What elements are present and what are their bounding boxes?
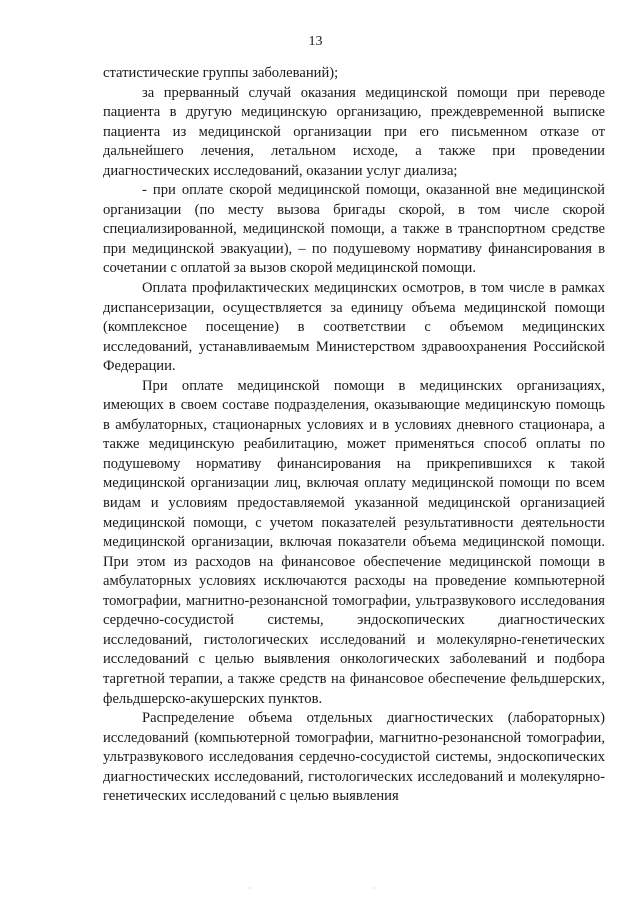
paragraph-5: При оплате медицинской помощи в медицинских организациях, имеющих в своем составе подразделения, оказывающие медицинскую помощь в амбулаторных, стационарных условиях и в условиях дневного стационара, а также медицинскую реабилитацию, может применяться способ оплаты по подушевому нормативу финансирования на прикрепившихся к такой медицинской организации лиц, включая оплату медицинской помощи по всем видам и условиям предоставляемой указанной медицинской организацией медицинской помощи, с учетом показателей результативности деятельности медицинской организации, включая показатели объема медицинской помощи. При этом из расходов на финансовое обеспечение медицинской помощи в амбулаторных условиях исключаются расходы на проведение компьютерной томографии, магнитно-резонансной томографии, ультразвукового исследования сердечно-сосудистой системы, эндоскопических диагностических исследований, гистологических исследований и молекулярно-генетических исследований с целью выявления онкологических заболеваний и подбора таргетной терапии, а также средств на финансовое обеспечение фельдшерских, фельдшерско-акушерских пунктов.: [103, 377, 605, 707]
paragraph-2: за прерванный случай оказания медицинской помощи при переводе пациента в другую медицинскую организацию, преждевременной выписке пациента из медицинской организации при его письменном отказе от дальнейшего лечения, летальном исходе, а также при проведении диагностических исследований, оказании услуг диализа;: [103, 84, 605, 179]
paragraph-3: - при оплате скорой медицинской помощи, оказанной вне медицинской организации (по месту вызова бригады скорой, в том числе скорой специализированной, медицинской помощи, а также в транспортном средстве при медицинской эвакуации), – по подушевому нормативу финансирования в сочетании с оплатой за вызов скорой медицинской помощи.: [103, 182, 605, 277]
paragraph-6: Распределение объема отдельных диагностических (лабораторных) исследований (компьютерной томографии, магнитно-резонансной томографии, ультразвукового исследования сердечно-сосудистой системы, эндоскопических диагностических исследований, гистологических исследований и молекулярно-генетических исследований с целью выявления: [103, 710, 605, 805]
page-number: 13: [308, 34, 323, 49]
document-body: [103, 64, 605, 807]
paragraph-1: статистические группы заболеваний);: [103, 65, 339, 81]
scan-marks: · ·: [248, 884, 436, 893]
paragraph-4: Оплата профилактических медицинских осмотров, в том числе в рамках диспансеризации, осуществляется за единицу объема медицинской помощи (комплексное посещение) в соответствии с объемом медицинских исследований, устанавливаемым Министерством здравоохранения Российской Федерации.: [103, 280, 605, 375]
